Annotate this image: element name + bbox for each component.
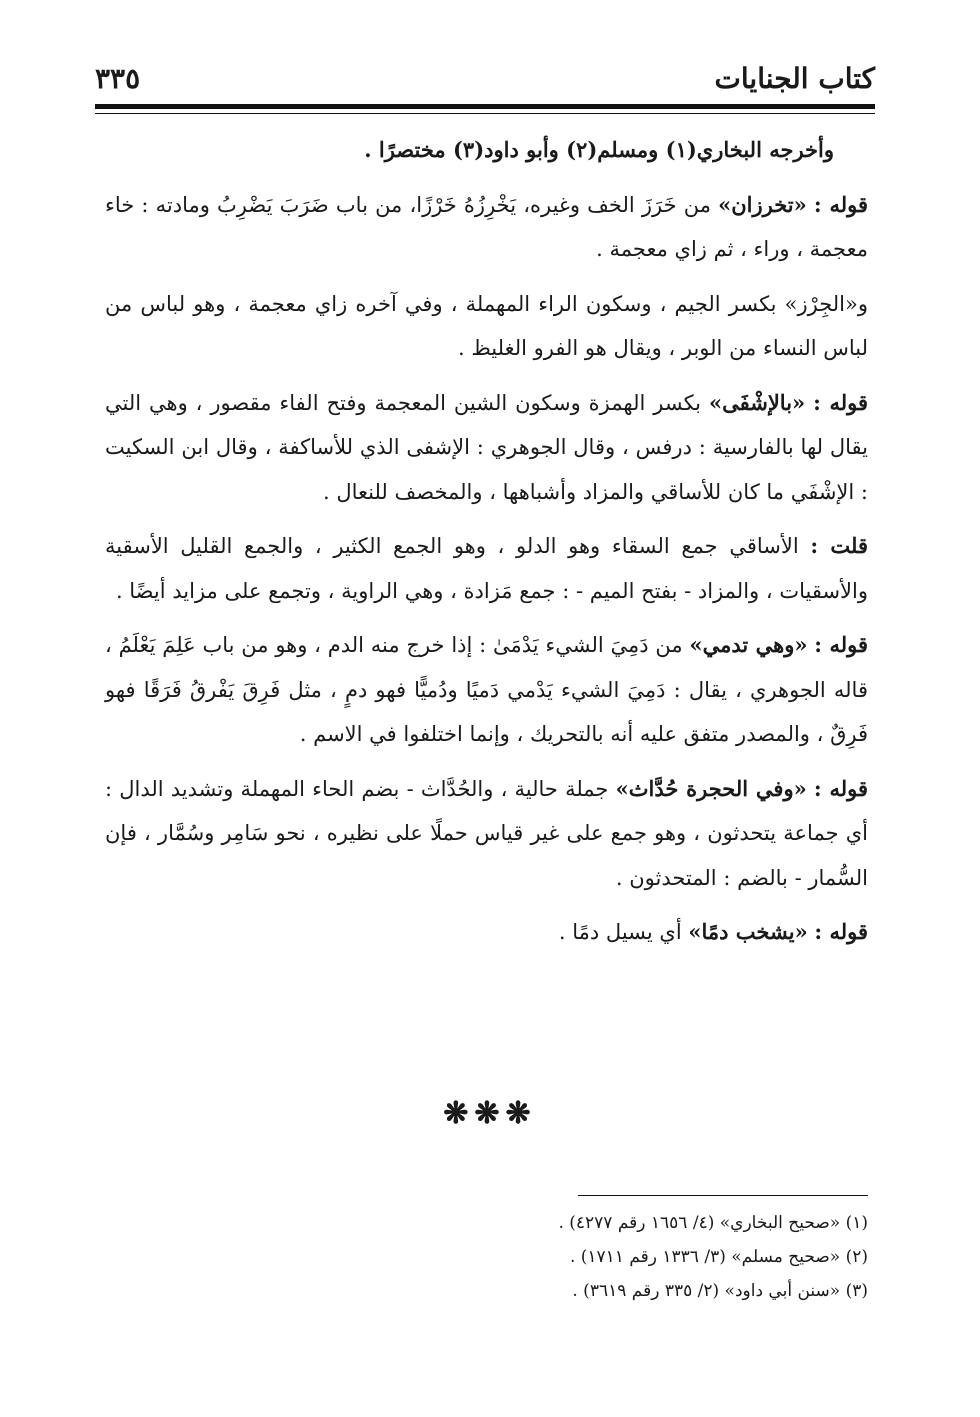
paragraph-tadmi	[105, 623, 868, 757]
paragraph-text: من دَمِيَ الشيء يَدْمَىٰ : إذا خرج منه الدم ، وهو من باب عَلِمَ يَعْلَمُ ، قاله الجوهري ، يقال : دَمِيَ الشيء يَدْمي دَميًا ودُميًّا فهو دمٍ ، مثل فَرِقَ يَفْرقُ فَرَقًا فهو فَرِقٌ ، والمصدر متفق عليه أنه بالتحريك ، وإنما اختلفوا في الاسم .	[105, 633, 868, 746]
paragraph-quote: «تخرزان»	[718, 191, 807, 217]
footnote-2: (٢) «صحيح مسلم» (٣/ ١٣٣٦ رقم ١٧١١) .	[569, 1247, 868, 1267]
paragraph-label: قوله :	[814, 632, 869, 657]
section-separator: ❋❋❋	[443, 1096, 537, 1131]
paragraph-takhrij	[105, 128, 868, 173]
paragraph-text: وأخرجه البخاري(١) ومسلم(٢) وأبو داود(٣) مختصرًا .	[364, 137, 834, 162]
paragraph-huddath	[105, 767, 868, 901]
footnote-rule	[578, 1195, 868, 1196]
running-header	[95, 58, 875, 102]
paragraph-asaqi	[105, 524, 868, 613]
paragraph-text: أي يسيل دمًا .	[558, 920, 682, 944]
paragraph-label: قوله :	[813, 191, 868, 217]
paragraph-yashkhab	[105, 910, 868, 955]
paragraph-quote: «يشخب دمًا»	[688, 919, 808, 944]
paragraph-text: الأساقي جمع السقاء وهو الدلو ، وهو الجمع الكثير ، والجمع القليل الأسقية والأسقيات ، والمزاد - بفتح الميم - : جمع مَزادة ، وهي الراوية ، وتجمع على مزايد أيضًا .	[105, 534, 868, 603]
paragraph-quote: «وهي تدمي»	[689, 632, 808, 657]
page-number: ٣٣٥	[95, 62, 141, 95]
header-rule-thin	[95, 113, 875, 114]
paragraph-ishfa	[105, 381, 868, 515]
chapter-title: كتاب الجنايات	[714, 62, 875, 95]
footnote-1: (١) «صحيح البخاري» (٤/ ١٦٥٦ رقم ٤٢٧٧) .	[558, 1213, 868, 1233]
paragraph-label: قوله :	[813, 389, 868, 415]
paragraph-quote: «وفي الحجرة حُدَّاث»	[615, 775, 807, 801]
paragraph-text: و«الجِرْز» بكسر الجيم ، وسكون الراء المهملة ، وفي آخره زاي معجمة ، وهو لباس من لباس النساء من الوبر ، ويقال هو الفرو الغليظ .	[105, 291, 868, 360]
paragraph-takhrizan	[105, 183, 868, 272]
paragraph-text: بكسر الهمزة وسكون الشين المعجمة وفتح الفاء مقصور ، وهي التي يقال لها بالفارسية : درفس ، وقال الجوهري : الإشفى الذي للأساكفة ، وقال ابن السكيت : الإشْفَي ما كان للأساقي والمزاد وأشباهها ، والمخصف للنعال .	[105, 390, 868, 504]
paragraph-text: من خَرَزَ الخف وغيره، يَخْرِزُهُ خَرْزًا، من باب ضَرَبَ يَضْرِبُ ومادته : خاء معجمة ، وراء ، ثم زاي معجمة .	[105, 192, 868, 261]
footnotes	[300, 1206, 868, 1308]
footnote-3: (٣) «سنن أبي داود» (٢/ ٣٣٥ رقم ٣٦١٩) .	[572, 1281, 868, 1301]
main-text	[105, 128, 868, 965]
paragraph-label: قوله :	[814, 919, 868, 944]
paragraph-jirz	[105, 282, 868, 371]
paragraph-text: جملة حالية ، والحُدَّاث - بضم الحاء المهملة وتشديد الدال : أي جماعة يتحدثون ، وهو جمع على غير قياس حملًا على نظيره ، نحو سَامِر وسُمَّار ، فإن السُّمار - بالضم : المتحدثون .	[105, 776, 868, 890]
header-rule-thick	[95, 104, 875, 109]
paragraph-label: قلت :	[810, 533, 868, 558]
paragraph-quote: «بالإشْفَى»	[708, 389, 806, 415]
paragraph-label: قوله :	[813, 775, 869, 801]
